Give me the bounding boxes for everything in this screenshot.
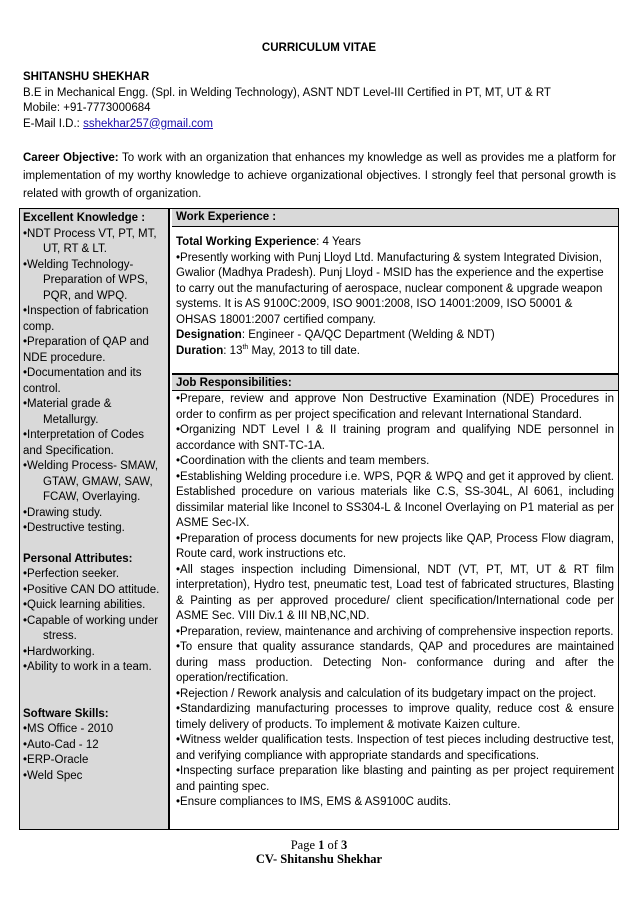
software-item: •Weld Spec — [23, 769, 83, 782]
list-item-text: •Material grade & — [23, 398, 112, 410]
contact-header — [23, 70, 618, 132]
attributes-list — [23, 567, 166, 676]
list-item-text: •Capable of working under — [23, 614, 159, 627]
work-experience-body — [172, 227, 618, 373]
responsibility-item: •Preparation, review, maintenance and archiving of comprehensive inspection reports. — [176, 625, 614, 638]
document-title: CURRICULUM VITAE — [261, 42, 377, 54]
list-item — [23, 397, 166, 428]
knowledge-list — [23, 227, 166, 537]
list-item-continuation: Metallurgy. — [43, 413, 99, 426]
list-item-text: •Hardworking. — [23, 645, 95, 658]
work-experience-heading: Work Experience : — [172, 209, 618, 227]
job-responsibilities-heading: Job Responsibilities: — [172, 373, 618, 391]
list-item-continuation: GTAW, GMAW, SAW, FCAW, Overlaying. — [43, 475, 153, 503]
designation — [176, 328, 614, 344]
right-column — [172, 209, 618, 829]
knowledge-heading: Excellent Knowledge : — [23, 212, 146, 224]
list-item-text: •Preparation of QAP and NDE procedure. — [23, 336, 149, 364]
list-item — [23, 660, 166, 676]
list-item-continuation: Preparation of WPS, PQR, and WPQ. — [43, 274, 148, 302]
list-item-text: •Drawing study. — [23, 506, 103, 519]
responsibility-item: •Coordination with the clients and team members. — [176, 455, 430, 467]
list-item-text: •Perfection seeker. — [23, 568, 120, 580]
present-employer: •Presently working with Punj Lloyd Ltd. Manufacturing & system Integrated Division, Gwalior (Madhya Pradesh). Punj Lloyd - MSID has the experience and the expertise to carry out the manufacturing of aerospace, nuclear component & upgrade weapon systems. It is AS 9100C:2009, ISO 9001:2008, ISO 14001:2009, ISO 50001 & OHSAS 18001:2007 certified company. — [176, 251, 604, 326]
page-prefix: Page — [290, 838, 319, 852]
list-item-text: •Ability to work in a team. — [23, 661, 152, 673]
list-item — [23, 521, 166, 537]
designation-value: : Engineer - QA/QC Department (Welding & NDT) — [241, 329, 495, 341]
software-item: •ERP-Oracle — [23, 754, 89, 766]
list-item — [23, 567, 166, 583]
responsibility-item: •Organizing NDT Level I & II training program and qualifying NDE personnel in accordance with SNT-TC-1A. — [176, 424, 614, 452]
list-item — [23, 227, 166, 258]
list-item — [23, 459, 166, 506]
software-item: •MS Office - 2010 — [23, 723, 114, 735]
list-item — [23, 428, 166, 459]
responsibility-item: •Ensure compliances to IMS, EMS & AS9100C audits. — [176, 796, 452, 808]
duration-pre: : 13 — [223, 344, 243, 357]
email-link[interactable]: sshekhar257@gmail.com — [83, 117, 213, 130]
total-experience-value: : 4 Years — [316, 236, 361, 248]
software-item: •Auto-Cad - 12 — [23, 738, 99, 751]
career-objective — [23, 149, 616, 203]
total-experience — [176, 235, 614, 251]
list-item-text: •Positive CAN DO attitude. — [23, 583, 160, 596]
list-item-text: •Welding Technology- — [23, 258, 134, 271]
list-item — [23, 335, 166, 366]
email-line — [23, 117, 618, 133]
list-item — [23, 366, 166, 397]
list-item-text: •Welding Process- SMAW, — [23, 460, 159, 472]
list-item-text: •NDT Process VT, PT, MT, — [23, 227, 157, 240]
duration — [176, 344, 614, 360]
software-list — [23, 722, 166, 784]
page-current: 1 — [318, 838, 325, 852]
email-label: E-Mail I.D.: — [23, 117, 84, 130]
list-item — [23, 583, 166, 599]
list-item — [23, 258, 166, 305]
duration-post: May, 2013 to till date. — [248, 344, 360, 357]
duration-sup: th — [242, 343, 249, 351]
responsibility-item: •Standardizing manufacturing processes to improve quality, reduce cost & ensure timely delivery of products. To implement & motivate Kaizen culture. — [176, 703, 614, 731]
objective-text: To work with an organization that enhances my knowledge as well as provides me a platform for implementation of my worthy knowledge to achieve organizational objectives. I strongly feel that personal growth is related with growth of organization. — [23, 152, 616, 200]
list-item — [23, 614, 166, 645]
total-experience-label: Total Working Experience — [176, 236, 317, 248]
list-item-text: •Destructive testing. — [23, 522, 125, 534]
list-item — [23, 598, 166, 614]
responsibility-item: •Preparation of process documents for new projects like QAP, Process Flow diagram, Route card, work instructions etc. — [176, 532, 614, 560]
responsibility-item: •Prepare, review and approve Non Destructive Examination (NDE) Procedures in order to confirm as per project specification and relevant International Standard. — [176, 393, 614, 421]
responsibility-item: •All stages inspection including Dimensional, NDT (VT, PT, MT, UT & RT film interpretation), Hydro test, pneumatic test, Load test of fabricated structures, Blasting & Painting as per approved procedure/ client specification/International code per ASME Sec. VIII Div.1 & III NB,NC,ND. — [176, 563, 614, 622]
list-item — [23, 645, 166, 661]
responsibility-item: •To ensure that quality assurance standards, QAP and procedures are maintained during mass production. Detecting Non- conformance during and after the operation/rectification. — [176, 641, 614, 684]
attributes-heading: Personal Attributes: — [23, 552, 133, 565]
list-item — [23, 506, 166, 522]
page-of: of — [324, 838, 342, 852]
objective-label: Career Objective: — [23, 152, 119, 164]
designation-label: Designation — [176, 329, 242, 341]
list-item-text: •Quick learning abilities. — [23, 599, 146, 611]
list-item-continuation: UT, RT & LT. — [43, 243, 107, 255]
responsibilities-list — [172, 391, 618, 811]
cv-table — [19, 208, 619, 830]
mobile-number: Mobile: +91-7773000684 — [23, 102, 151, 114]
list-item-text: •Interpretation of Codes and Specification. — [23, 429, 145, 457]
responsibility-item: •Establishing Welding procedure i.e. WPS, PQR & WPQ and get it approved by client. Established procedure on various materials like C.S, SS-304L, Al 6061, including dissimilar material like Inconel to SS304-L & Inconel Overlaying on P1 material as per ASME Sec-IX. — [176, 470, 614, 529]
qualification: B.E in Mechanical Engg. (Spl. in Welding Technology), ASNT NDT Level-III Certified in PT, MT, UT & RT — [23, 86, 551, 99]
list-item-continuation: stress. — [43, 630, 77, 642]
duration-label: Duration — [176, 344, 224, 357]
list-item — [23, 304, 166, 335]
cv-footer-label: CV- Shitanshu Shekhar — [255, 852, 383, 866]
page-total: 3 — [341, 838, 348, 852]
list-item-text: •Inspection of fabrication comp. — [23, 305, 149, 333]
responsibility-item: •Rejection / Rework analysis and calculation of its budgetary impact on the project. — [176, 687, 597, 700]
left-column — [20, 209, 170, 829]
software-heading: Software Skills: — [23, 707, 109, 720]
responsibility-item: •Witness welder qualification tests. Inspection of test pieces including destructive test, and verifying compliance with appropriate standards and specifications. — [176, 734, 614, 762]
candidate-name: SHITANSHU SHEKHAR — [23, 71, 150, 83]
responsibility-item: •Inspecting surface preparation like blasting and painting as per project requirement and painting spec. — [176, 765, 614, 793]
list-item-text: •Documentation and its control. — [23, 367, 142, 395]
